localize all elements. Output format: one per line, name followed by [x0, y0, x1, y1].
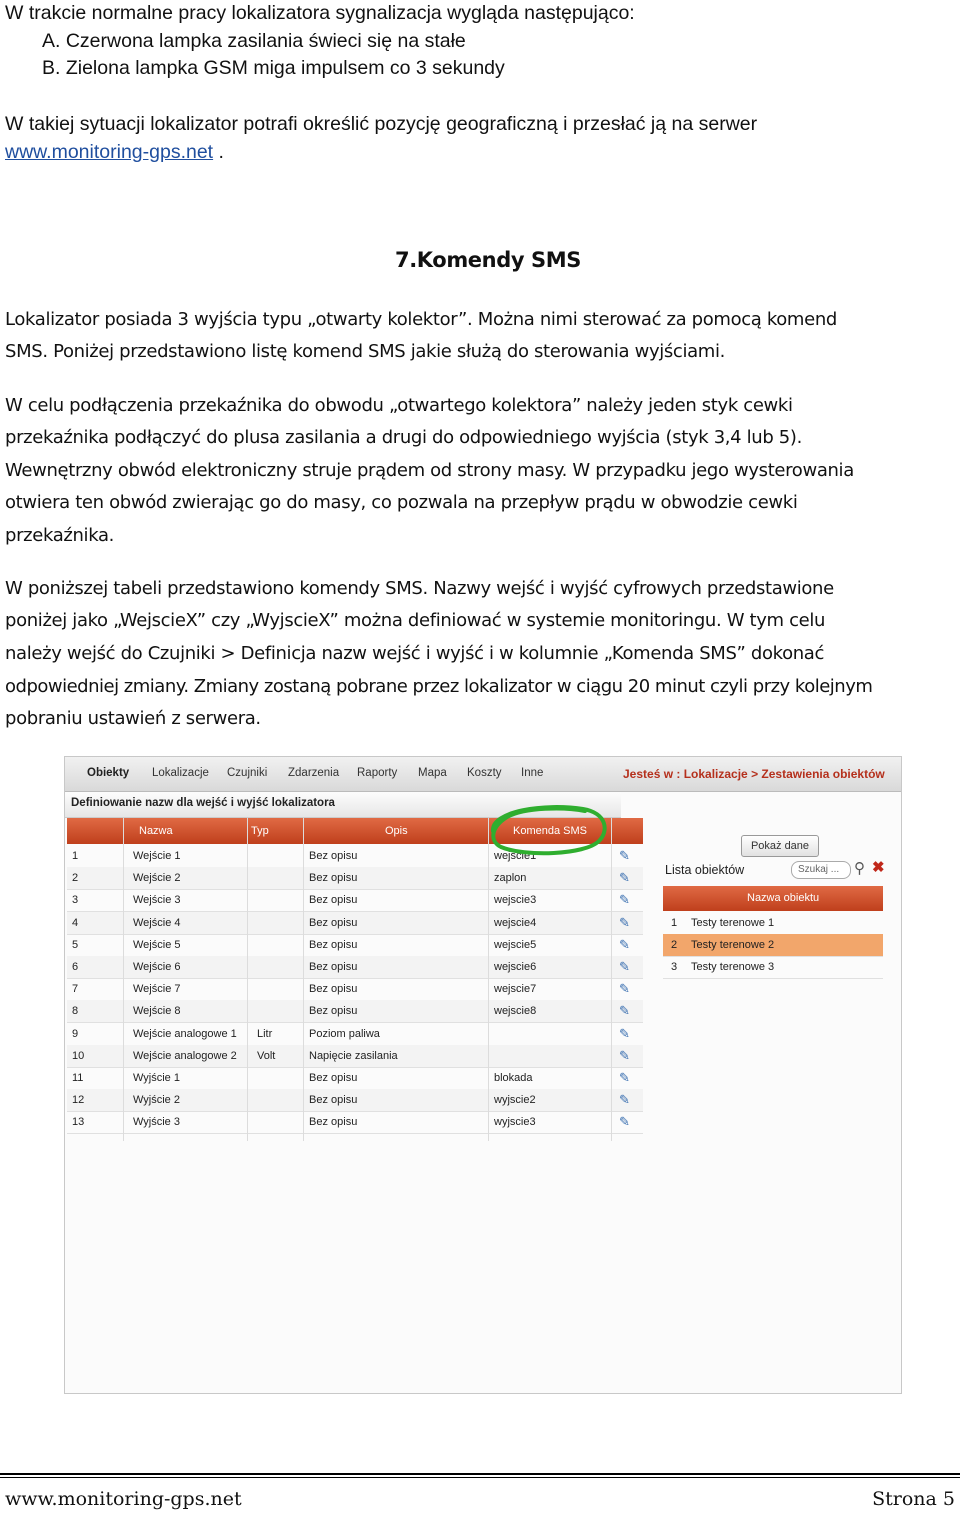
edit-pencil-icon[interactable]: ✎ [619, 1070, 630, 1085]
app-menubar [65, 757, 901, 792]
row-description: Bez opisu [309, 850, 358, 862]
row-description: Bez opisu [309, 938, 358, 951]
row-name: Wejście analogowe 1 [133, 1027, 237, 1040]
edit-pencil-icon[interactable]: ✎ [619, 1047, 630, 1063]
menu-item-koszty[interactable]: Koszty [467, 767, 502, 779]
table-row[interactable] [67, 1023, 643, 1046]
edit-pencil-icon[interactable]: ✎ [619, 981, 630, 997]
row-sms-command: wejscie4 [494, 916, 537, 929]
footer-page-number: Strona 5 [872, 1488, 955, 1510]
row-sms-command: wejscie1 [494, 850, 537, 862]
row-name: Wejście 8 [133, 1005, 181, 1018]
row-number: 10 [72, 1049, 85, 1062]
row-name: Wejście 5 [133, 938, 181, 951]
table-row[interactable] [67, 1045, 643, 1068]
column-divider [488, 818, 489, 1141]
row-description: Bez opisu [309, 983, 358, 996]
row-sms-command: wyjscie3 [494, 1116, 536, 1129]
menu-item-inne[interactable]: Inne [521, 767, 544, 779]
row-description: Poziom paliwa [309, 1027, 380, 1040]
column-divider [611, 818, 612, 1141]
row-number: 4 [72, 916, 79, 929]
edit-pencil-icon[interactable]: ✎ [619, 848, 630, 863]
menu-item-zdarzenia[interactable]: Zdarzenia [288, 767, 340, 779]
section-heading: 7.Komendy SMS [395, 248, 581, 272]
row-description: Bez opisu [309, 1072, 358, 1084]
intro-line-2: W takiej sytuacji lokalizator potrafi określić pozycję geograficzną i przesłać ją na serwer [5, 113, 758, 135]
objects-search-input[interactable]: Szukaj ... [791, 861, 851, 879]
row-number: 6 [72, 961, 79, 973]
menu-item-obiekty[interactable]: Obiekty [87, 767, 130, 779]
footer-website: www.monitoring-gps.net [5, 1488, 242, 1510]
row-description: Bez opisu [309, 872, 358, 885]
row-name: Wyjście 1 [133, 1072, 180, 1084]
row-sms-command: wyjscie2 [494, 1094, 536, 1107]
row-description: Bez opisu [309, 894, 358, 907]
paragraph-line: należy wejść do Czujniki > Definicja nazw wejść i wyjść i w kolumnie „Komenda SMS” dokonać [5, 643, 825, 664]
row-name: Wyjście 3 [133, 1116, 180, 1129]
row-description: Bez opisu [309, 916, 358, 929]
paragraph-line: otwiera ten obwód zwierając go do masy, co pozwala na przepływ prądu w obwodzie cewki [5, 492, 798, 513]
edit-pencil-icon[interactable]: ✎ [619, 892, 630, 908]
table-row[interactable] [67, 956, 643, 979]
column-divider [303, 818, 304, 1141]
search-icon[interactable]: ⚲ [854, 860, 865, 877]
objects-table-header [663, 886, 883, 911]
table-row[interactable] [67, 934, 643, 957]
table-row[interactable] [67, 867, 643, 890]
table-row[interactable] [67, 912, 643, 935]
object-name: Testy terenowe 3 [691, 961, 775, 973]
edit-pencil-icon[interactable]: ✎ [619, 1114, 630, 1130]
edit-pencil-icon[interactable]: ✎ [619, 1092, 630, 1108]
row-number: 11 [72, 1072, 84, 1084]
paragraph-line: przekaźnika. [5, 525, 115, 546]
column-header-nazwa[interactable]: Nazwa [139, 825, 173, 837]
column-divider [247, 818, 248, 1141]
panel-title: Definiowanie nazw dla wejść i wyjść lokalizatora [71, 797, 335, 809]
column-divider [123, 818, 124, 1141]
link-suffix: . [213, 141, 224, 163]
menu-item-lokalizacje[interactable]: Lokalizacje [152, 767, 209, 779]
column-header-komenda-sms[interactable]: Komenda SMS [513, 825, 587, 837]
paragraph-line: poniżej jako „WejscieX” czy „WyjscieX” można definiować w systemie monitoringu. W tym celu [5, 610, 826, 631]
website-link[interactable]: www.monitoring-gps.net [5, 141, 214, 163]
menu-item-mapa[interactable]: Mapa [418, 767, 447, 779]
object-name: Testy terenowe 1 [691, 917, 775, 929]
row-name: Wejście 4 [133, 916, 181, 929]
row-number: 3 [72, 894, 79, 907]
clear-icon[interactable]: ✖ [872, 859, 885, 876]
objects-list-title: Lista obiektów [665, 863, 745, 877]
table-row[interactable] [67, 1089, 643, 1112]
row-description: Bez opisu [309, 961, 358, 973]
row-description: Bez opisu [309, 1116, 358, 1129]
footer-rule [0, 1473, 960, 1475]
table-row[interactable] [67, 1067, 643, 1090]
table-row[interactable] [67, 1111, 643, 1134]
table-row[interactable] [67, 889, 643, 912]
footer-rule-thin [0, 1477, 960, 1478]
menu-item-raporty[interactable]: Raporty [357, 767, 398, 779]
row-name: Wejście 7 [133, 983, 181, 996]
object-number: 2 [671, 939, 678, 951]
row-name: Wejście 1 [133, 850, 181, 862]
object-number: 3 [671, 961, 678, 973]
column-header-typ[interactable]: Typ [251, 825, 269, 837]
row-number: 5 [72, 938, 79, 951]
row-number: 1 [72, 850, 79, 862]
paragraph-line: W poniższej tabeli przedstawiono komendy SMS. Nazwy wejść i wyjść cyfrowych przedstawione [5, 578, 834, 599]
row-name: Wejście 6 [133, 961, 181, 973]
edit-pencil-icon[interactable]: ✎ [619, 870, 630, 886]
intro-line: W trakcie normalne pracy lokalizatora sygnalizacja wygląda następująco: [5, 2, 635, 24]
edit-pencil-icon[interactable]: ✎ [619, 959, 630, 974]
show-data-button[interactable]: Pokaż dane [741, 835, 819, 857]
row-sms-command: wejscie7 [494, 983, 537, 996]
object-name: Testy terenowe 2 [691, 939, 775, 951]
row-type: Litr [257, 1027, 273, 1040]
app-screenshot [64, 756, 902, 1394]
row-sms-command: zaplon [494, 872, 527, 885]
edit-pencil-icon[interactable]: ✎ [619, 936, 630, 952]
row-sms-command: wejscie5 [494, 938, 537, 951]
object-row[interactable] [663, 956, 883, 979]
list-item-b: B. Zielona lampka GSM miga impulsem co 3 sekundy [42, 57, 505, 79]
paragraph-line: przekaźnika podłączyć do plusa zasilania a drugi do odpowiedniego wyjścia (styk 3,4 lub 5). [5, 427, 802, 448]
row-number: 12 [72, 1094, 85, 1107]
row-name: Wyjście 2 [133, 1094, 180, 1107]
object-row-selected[interactable] [663, 934, 883, 957]
paragraph-line: SMS. Poniżej przedstawiono listę komend SMS jakie służą do sterowania wyjściami. [5, 341, 726, 362]
highlight-circle [485, 801, 611, 857]
edit-pencil-icon[interactable]: ✎ [619, 1003, 630, 1019]
row-description: Napięcie zasilania [309, 1049, 398, 1062]
row-type: Volt [257, 1049, 276, 1062]
row-name: Wejście analogowe 2 [133, 1049, 237, 1062]
edit-pencil-icon[interactable]: ✎ [619, 914, 630, 930]
row-name: Wejście 3 [133, 894, 181, 907]
row-description: Bez opisu [309, 1005, 358, 1018]
row-description: Bez opisu [309, 1094, 358, 1107]
row-sms-command: blokada [494, 1072, 533, 1084]
object-row[interactable] [663, 912, 883, 935]
row-number: 8 [72, 1005, 79, 1018]
paragraph-line: Wewnętrzny obwód elektroniczny struje prądem od strony masy. W przypadku jego wysterowania [5, 460, 854, 481]
row-sms-command: wejscie8 [494, 1005, 537, 1018]
column-header-opis[interactable]: Opis [385, 825, 408, 837]
paragraph-line: W celu podłączenia przekaźnika do obwodu „otwartego kolektora” należy jeden styk cewki [5, 395, 793, 416]
breadcrumb: Jesteś w : Lokalizacje > Zestawienia obiektów [623, 767, 885, 781]
object-number: 1 [671, 917, 678, 929]
row-number: 2 [72, 872, 79, 885]
row-number: 9 [72, 1027, 79, 1040]
list-item-a: A. Czerwona lampka zasilania świeci się na stałe [42, 30, 466, 52]
link-line [5, 141, 224, 164]
menu-item-czujniki[interactable]: Czujniki [227, 767, 268, 779]
row-number: 7 [72, 983, 79, 996]
row-sms-command: wejscie3 [494, 894, 537, 907]
table-row[interactable] [67, 1000, 643, 1023]
column-header-nazwa-obiektu[interactable]: Nazwa obiektu [747, 892, 820, 904]
paragraph-line: pobraniu ustawień z serwera. [5, 708, 261, 729]
paragraph-line: Lokalizator posiada 3 wyjścia typu „otwarty kolektor”. Można nimi sterować za pomocą komend [5, 309, 837, 330]
row-number: 13 [72, 1116, 85, 1129]
table-row[interactable] [67, 978, 643, 1001]
row-name: Wejście 2 [133, 872, 181, 885]
edit-pencil-icon[interactable]: ✎ [619, 1025, 630, 1041]
row-sms-command: wejscie6 [494, 961, 537, 973]
paragraph-line: odpowiedniej zmiany. Zmiany zostaną pobrane przez lokalizator w ciągu 20 minut czyli przy kolejnym [5, 676, 873, 697]
